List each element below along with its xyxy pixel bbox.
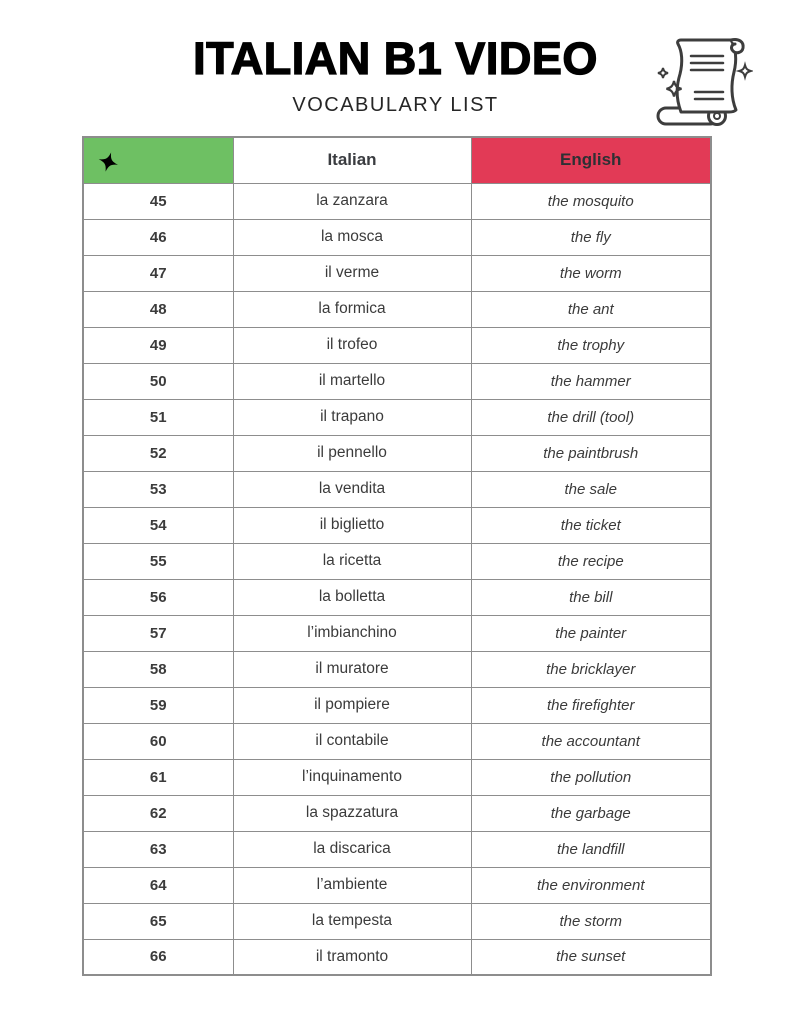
row-number: 56 [83,579,233,615]
english-word: the trophy [471,327,711,363]
table-row [83,399,711,435]
table-row [83,471,711,507]
english-word: the ticket [471,507,711,543]
italian-word: la bolletta [233,579,471,615]
table-body [83,183,711,975]
italian-word: il martello [233,363,471,399]
table-row [83,939,711,975]
italian-word: il pompiere [233,687,471,723]
row-number: 48 [83,291,233,327]
english-word: the fly [471,219,711,255]
italian-word: la zanzara [233,183,471,219]
page-title: ITALIAN B1 VIDEO [193,33,598,84]
italian-word: la spazzatura [233,795,471,831]
english-word: the drill (tool) [471,399,711,435]
row-number: 65 [83,903,233,939]
italian-word: la discarica [233,831,471,867]
italian-word: il trapano [233,399,471,435]
table-row [83,687,711,723]
table-row [83,219,711,255]
row-number: 50 [83,363,233,399]
row-number: 52 [83,435,233,471]
table-row [83,507,711,543]
row-number: 59 [83,687,233,723]
row-number: 64 [83,867,233,903]
sparkle-right-icon [739,65,751,77]
table-row [83,903,711,939]
italian-word: il tramonto [233,939,471,975]
table-row [83,759,711,795]
table-row [83,795,711,831]
row-number: 55 [83,543,233,579]
row-number: 60 [83,723,233,759]
english-word: the bricklayer [471,651,711,687]
number-column-header [83,137,233,183]
english-word: the environment [471,867,711,903]
english-word: the firefighter [471,687,711,723]
table-row [83,723,711,759]
italian-word: la vendita [233,471,471,507]
english-word: the painter [471,615,711,651]
row-number: 49 [83,327,233,363]
english-word: the hammer [471,363,711,399]
english-word: the mosquito [471,183,711,219]
english-word: the paintbrush [471,435,711,471]
english-word: the accountant [471,723,711,759]
italian-column-header: Italian [233,137,471,183]
italian-word: l’ambiente [233,867,471,903]
english-word: the landfill [471,831,711,867]
table-header-row [83,137,711,183]
sparkle-small-icon [658,68,668,78]
row-number: 66 [83,939,233,975]
italian-word: l’imbianchino [233,615,471,651]
english-word: the worm [471,255,711,291]
italian-word: il pennello [233,435,471,471]
table-row [83,651,711,687]
table-row [83,543,711,579]
row-number: 45 [83,183,233,219]
italian-word: la ricetta [233,543,471,579]
english-word: the sunset [471,939,711,975]
row-number: 62 [83,795,233,831]
table-row [83,183,711,219]
english-word: the garbage [471,795,711,831]
table-row [83,291,711,327]
scroll-icon [651,34,753,130]
row-number: 53 [83,471,233,507]
table-row [83,579,711,615]
row-number: 57 [83,615,233,651]
english-word: the pollution [471,759,711,795]
table-row [83,435,711,471]
vocabulary-table [82,136,712,976]
italian-word: l’inquinamento [233,759,471,795]
english-word: the recipe [471,543,711,579]
page-subtitle: VOCABULARY LIST [292,94,499,116]
row-number: 61 [83,759,233,795]
row-number: 63 [83,831,233,867]
header [0,0,791,130]
italian-word: il contabile [233,723,471,759]
table-row [83,255,711,291]
italian-word: la formica [233,291,471,327]
table-row [83,363,711,399]
english-word: the storm [471,903,711,939]
table-row [83,867,711,903]
table-row [83,327,711,363]
italian-word: la mosca [233,219,471,255]
italian-word: il trofeo [233,327,471,363]
row-number: 54 [83,507,233,543]
italian-word: il biglietto [233,507,471,543]
english-word: the ant [471,291,711,327]
row-number: 47 [83,255,233,291]
row-number: 46 [83,219,233,255]
row-number: 51 [83,399,233,435]
english-word: the sale [471,471,711,507]
italian-word: il muratore [233,651,471,687]
table-row [83,831,711,867]
italian-word: il verme [233,255,471,291]
table-row [83,615,711,651]
italian-word: la tempesta [233,903,471,939]
sparkle-icon [93,148,123,182]
row-number: 58 [83,651,233,687]
english-word: the bill [471,579,711,615]
english-column-header: English [471,137,711,183]
